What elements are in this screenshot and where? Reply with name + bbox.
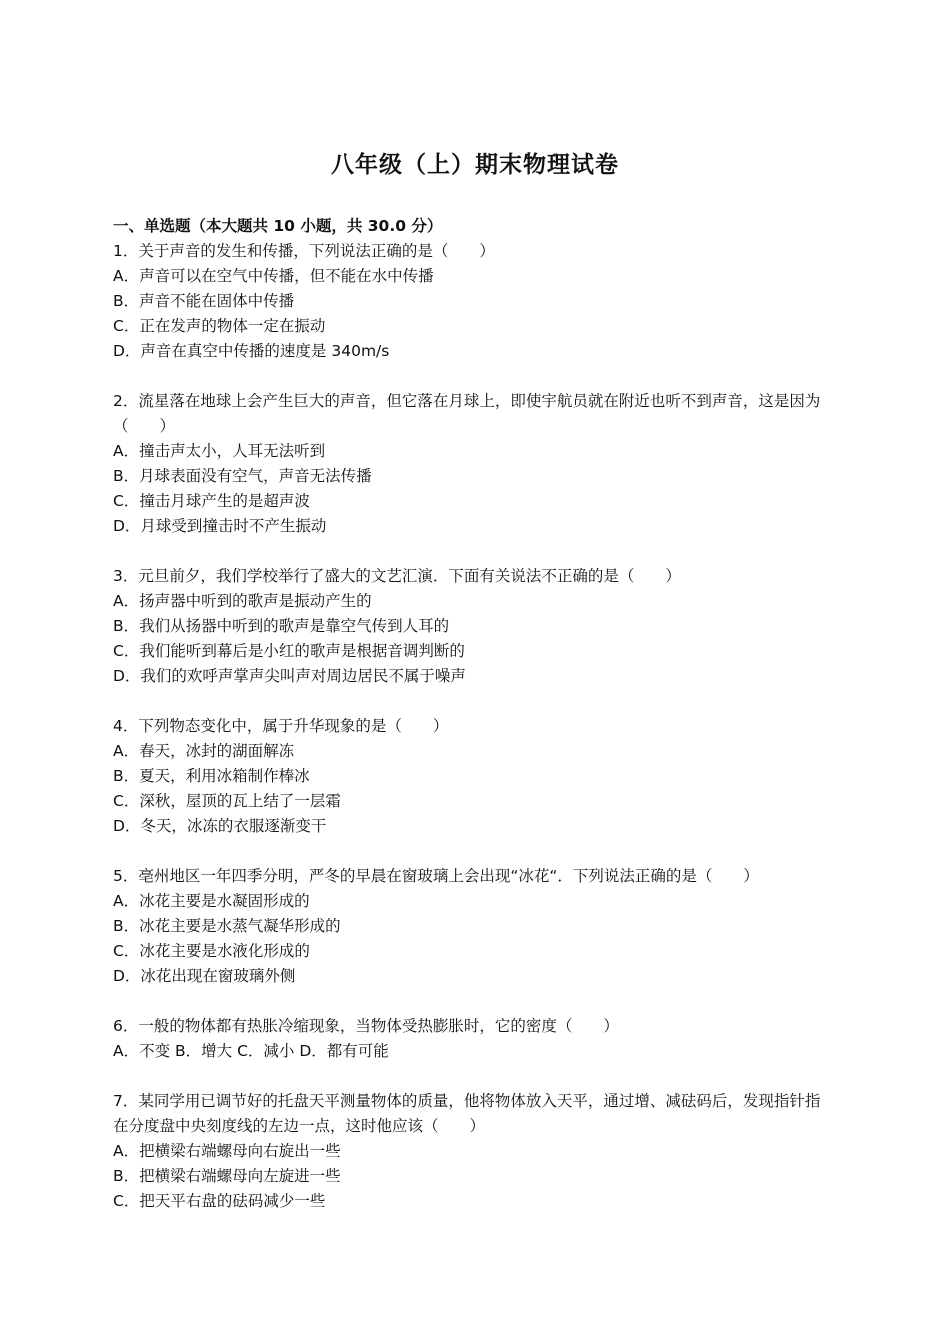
- question-1: [113, 239, 833, 364]
- option-b: B．把横梁右端螺母向左旋进一些: [113, 1167, 341, 1185]
- exam-content: [113, 214, 833, 1239]
- question-stem: 6．一般的物体都有热胀冷缩现象，当物体受热膨胀时，它的密度（ ）: [113, 1017, 619, 1035]
- option-a: A．冰花主要是水凝固形成的: [113, 892, 310, 910]
- question-4: [113, 714, 833, 839]
- option-a: A．声音可以在空气中传播，但不能在水中传播: [113, 267, 434, 285]
- question-7: [113, 1089, 833, 1214]
- question-6: [113, 1014, 833, 1064]
- question-3: [113, 564, 833, 689]
- option-a: A．把横梁右端螺母向右旋出一些: [113, 1142, 341, 1160]
- question-2: [113, 389, 833, 539]
- option-d: D．冬天，冰冻的衣服逐渐变干: [113, 817, 327, 835]
- option-b: B．冰花主要是水蒸气凝华形成的: [113, 917, 341, 935]
- option-d: D．冰花出现在窗玻璃外侧: [113, 967, 296, 985]
- option-b: B．声音不能在固体中传播: [113, 292, 295, 310]
- page-title: 八年级（上）期末物理试卷: [331, 152, 619, 178]
- question-stem: 4．下列物态变化中，属于升华现象的是（ ）: [113, 717, 449, 735]
- option-c: C．把天平右盘的砝码减少一些: [113, 1192, 326, 1210]
- option-d: D．我们的欢呼声掌声尖叫声对周边居民不属于噪声: [113, 667, 466, 685]
- option-a: A．撞击声太小，人耳无法听到: [113, 442, 326, 460]
- option-b: B．夏天，利用冰箱制作棒冰: [113, 767, 310, 785]
- option-c: C．撞击月球产生的是超声波: [113, 492, 310, 510]
- option-b: B．月球表面没有空气，声音无法传播: [113, 467, 372, 485]
- section-heading: 一、单选题（本大题共 10 小题，共 30.0 分）: [113, 217, 443, 235]
- option-d: D．月球受到撞击时不产生振动: [113, 517, 327, 535]
- option-a: A．春天，冰封的湖面解冻: [113, 742, 295, 760]
- option-d: D．声音在真空中传播的速度是 340m/s: [113, 342, 390, 360]
- option-b: B．我们从扬器中听到的歌声是靠空气传到人耳的: [113, 617, 450, 635]
- option-c: C．正在发声的物体一定在振动: [113, 317, 326, 335]
- option-c: C．冰花主要是水液化形成的: [113, 942, 310, 960]
- inline-options: A．不变 B．增大 C．减小 D．都有可能: [113, 1042, 389, 1060]
- question-stem: 1．关于声音的发生和传播，下列说法正确的是（ ）: [113, 242, 495, 260]
- question-stem: 3．元旦前夕，我们学校举行了盛大的文艺汇演．下面有关说法不正确的是（ ）: [113, 567, 681, 585]
- option-a: A．扬声器中听到的歌声是振动产生的: [113, 592, 372, 610]
- question-5: [113, 864, 833, 989]
- question-stem: 7．某同学用已调节好的托盘天平测量物体的质量，他将物体放入天平，通过增、减砝码后，发现指针指在分度盘中央刻度线的左边一点，这时他应该（ ）: [113, 1092, 821, 1135]
- option-c: C．深秋，屋顶的瓦上结了一层霜: [113, 792, 341, 810]
- question-stem: 5．亳州地区一年四季分明，严冬的早晨在窗玻璃上会出现“冰花“．下列说法正确的是（ ）: [113, 867, 759, 885]
- question-stem: 2．流星落在地球上会产生巨大的声音，但它落在月球上，即使宇航员就在附近也听不到声音，这是因为（ ）: [113, 392, 821, 435]
- option-c: C．我们能听到幕后是小红的歌声是根据音调判断的: [113, 642, 465, 660]
